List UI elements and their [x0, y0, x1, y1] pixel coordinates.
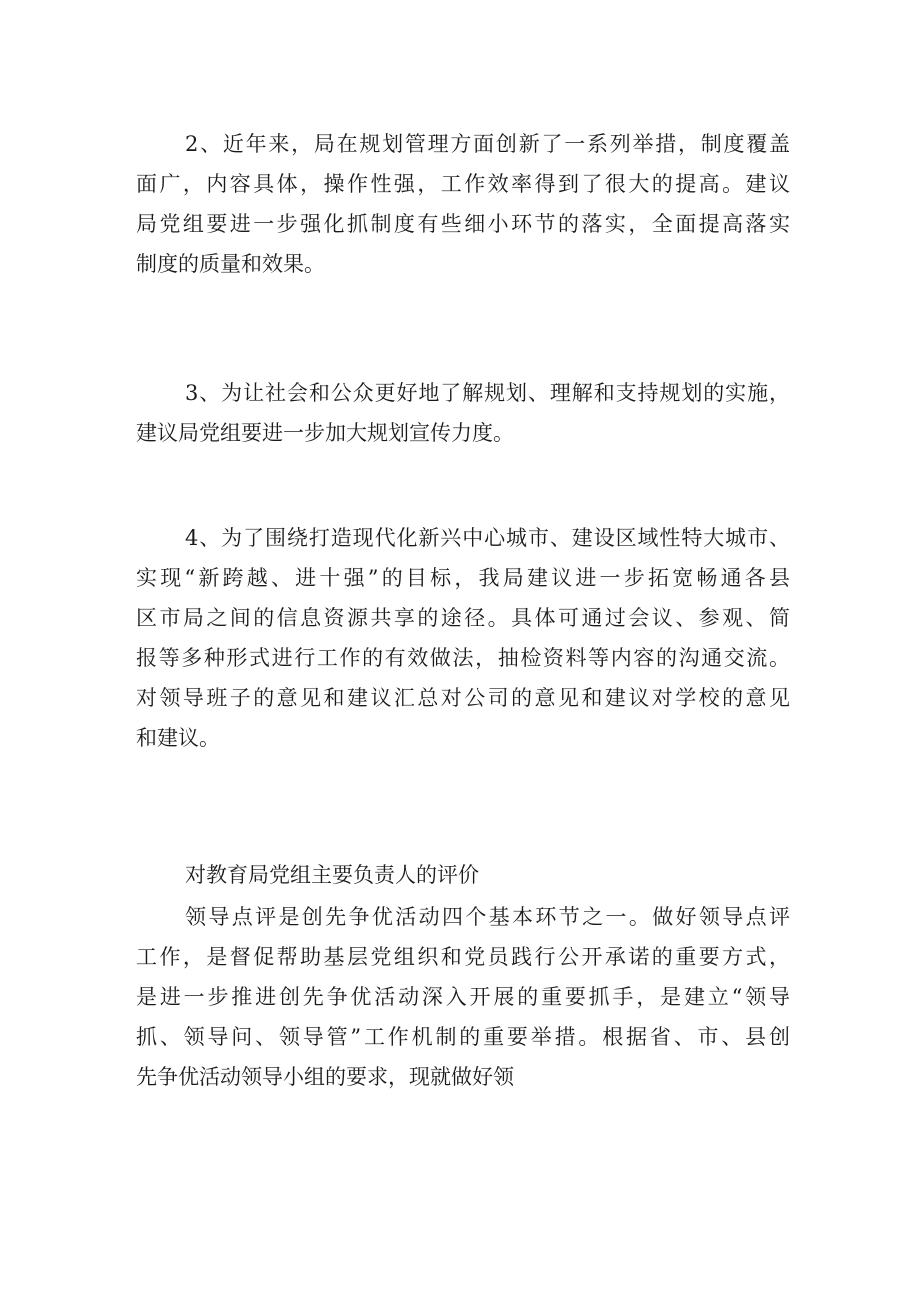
paragraph-line: 实现“新跨越、进十强”的目标，我局建议进一步拓宽畅通各县 — [136, 566, 790, 590]
paragraph-line: 4、为了围绕打造现代化新兴中心城市、建设区域性特大城市、 — [185, 526, 790, 550]
paragraph-line: 工作，是督促帮助基层党组织和党员践行公开承诺的重要方式， — [136, 945, 790, 969]
closing-paragraph — [136, 897, 790, 1097]
paragraph-line: 局党组要进一步强化抓制度有些细小环节的落实，全面提高落实 — [136, 212, 790, 236]
paragraph-line: 抓、领导问、领导管”工作机制的重要举措。根据省、市、县创 — [136, 1025, 790, 1049]
paragraph-line: 和建议。 — [136, 726, 220, 750]
paragraph-line: 领导点评是创先争优活动四个基本环节之一。做好领导点评 — [185, 905, 790, 929]
paragraph-2 — [136, 124, 790, 284]
paragraph-3 — [136, 373, 790, 453]
section-title: 对教育局党组主要负责人的评价 — [185, 863, 479, 887]
paragraph-line: 面广，内容具体，操作性强，工作效率得到了很大的提高。建议 — [136, 172, 790, 196]
paragraph-line: 3、为让社会和公众更好地了解规划、理解和支持规划的实施， — [185, 381, 790, 405]
paragraph-line: 制度的质量和效果。 — [136, 252, 325, 276]
section-title-block — [136, 855, 790, 895]
paragraph-line: 区市局之间的信息资源共享的途径。具体可通过会议、参观、简 — [136, 606, 790, 630]
paragraph-line: 2、近年来，局在规划管理方面创新了一系列举措，制度覆盖 — [185, 132, 790, 156]
paragraph-line: 建议局党组要进一步加大规划宣传力度。 — [136, 421, 514, 445]
paragraph-line: 是进一步推进创先争优活动深入开展的重要抓手，是建立“领导 — [136, 985, 790, 1009]
paragraph-line: 先争优活动领导小组的要求，现就做好领 — [136, 1065, 514, 1089]
paragraph-line: 对领导班子的意见和建议汇总对公司的意见和建议对学校的意见 — [136, 686, 790, 710]
paragraph-4 — [136, 518, 790, 758]
paragraph-line: 报等多种形式进行工作的有效做法，抽检资料等内容的沟通交流。 — [136, 646, 790, 670]
